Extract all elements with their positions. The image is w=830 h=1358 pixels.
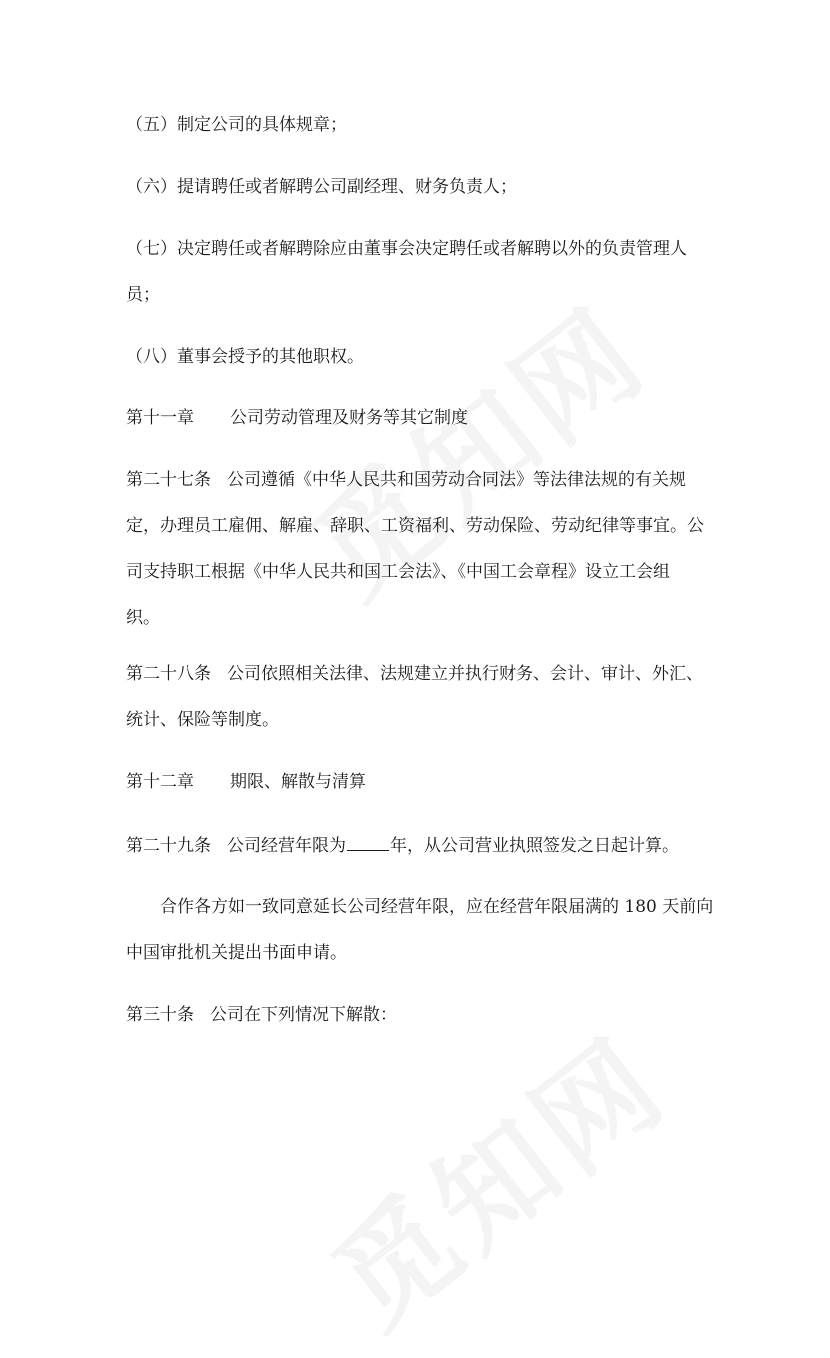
article-29-paragraph-line-1: 合作各方如一致同意延长公司经营年限，应在经营年限届满的 180 天前向 — [160, 897, 714, 917]
article-text: 公司依照相关法律、法规建立并执行财务、会计、审计、外汇、 — [227, 664, 703, 684]
watermark — [293, 992, 696, 1358]
item-7-line-1: （七）决定聘任或者解聘除应由董事会决定聘任或者解聘以外的负责管理人 — [126, 239, 687, 259]
article-30 — [126, 1005, 397, 1025]
chapter-12-heading — [126, 772, 366, 792]
article-label: 第三十条 — [126, 1005, 194, 1025]
chapter-number: 第十一章 — [126, 408, 194, 428]
chapter-number: 第十二章 — [126, 772, 194, 792]
chapter-11-heading — [126, 408, 468, 428]
item-7-line-2: 员； — [126, 285, 160, 305]
article-29 — [126, 834, 679, 856]
article-text: 年，从公司营业执照签发之日起计算。 — [390, 836, 679, 856]
article-27-line-3: 司支持职工根据《中华人民共和国工会法》、《中国工会章程》设立工会组 — [126, 562, 670, 582]
article-text: 公司在下列情况下解散： — [210, 1005, 397, 1025]
item-8: （八）董事会授予的其他职权。 — [126, 347, 364, 367]
article-28-line-1 — [126, 664, 703, 684]
article-27-line-4: 织。 — [126, 608, 160, 628]
article-text: 公司遵循《中华人民共和国劳动合同法》等法律法规的有关规 — [227, 470, 686, 490]
item-6: （六）提请聘任或者解聘公司副经理、财务负责人； — [126, 177, 517, 197]
article-27-line-2: 定，办理员工雇佣、解雇、辞职、工资福利、劳动保险、劳动纪律等事宜。公 — [126, 516, 704, 536]
item-5: （五）制定公司的具体规章； — [126, 115, 347, 135]
article-label: 第二十九条 — [126, 836, 211, 856]
term-blank-field — [347, 834, 389, 851]
article-text: 公司经营年限为 — [227, 836, 346, 856]
chapter-title: 公司劳动管理及财务等其它制度 — [230, 408, 468, 428]
article-label: 第二十七条 — [126, 470, 211, 490]
article-28-line-2: 统计、保险等制度。 — [126, 710, 279, 730]
article-label: 第二十八条 — [126, 664, 211, 684]
article-27-line-1 — [126, 470, 686, 490]
article-29-paragraph-line-2: 中国审批机关提出书面申请。 — [126, 943, 347, 963]
chapter-title: 期限、解散与清算 — [230, 772, 366, 792]
